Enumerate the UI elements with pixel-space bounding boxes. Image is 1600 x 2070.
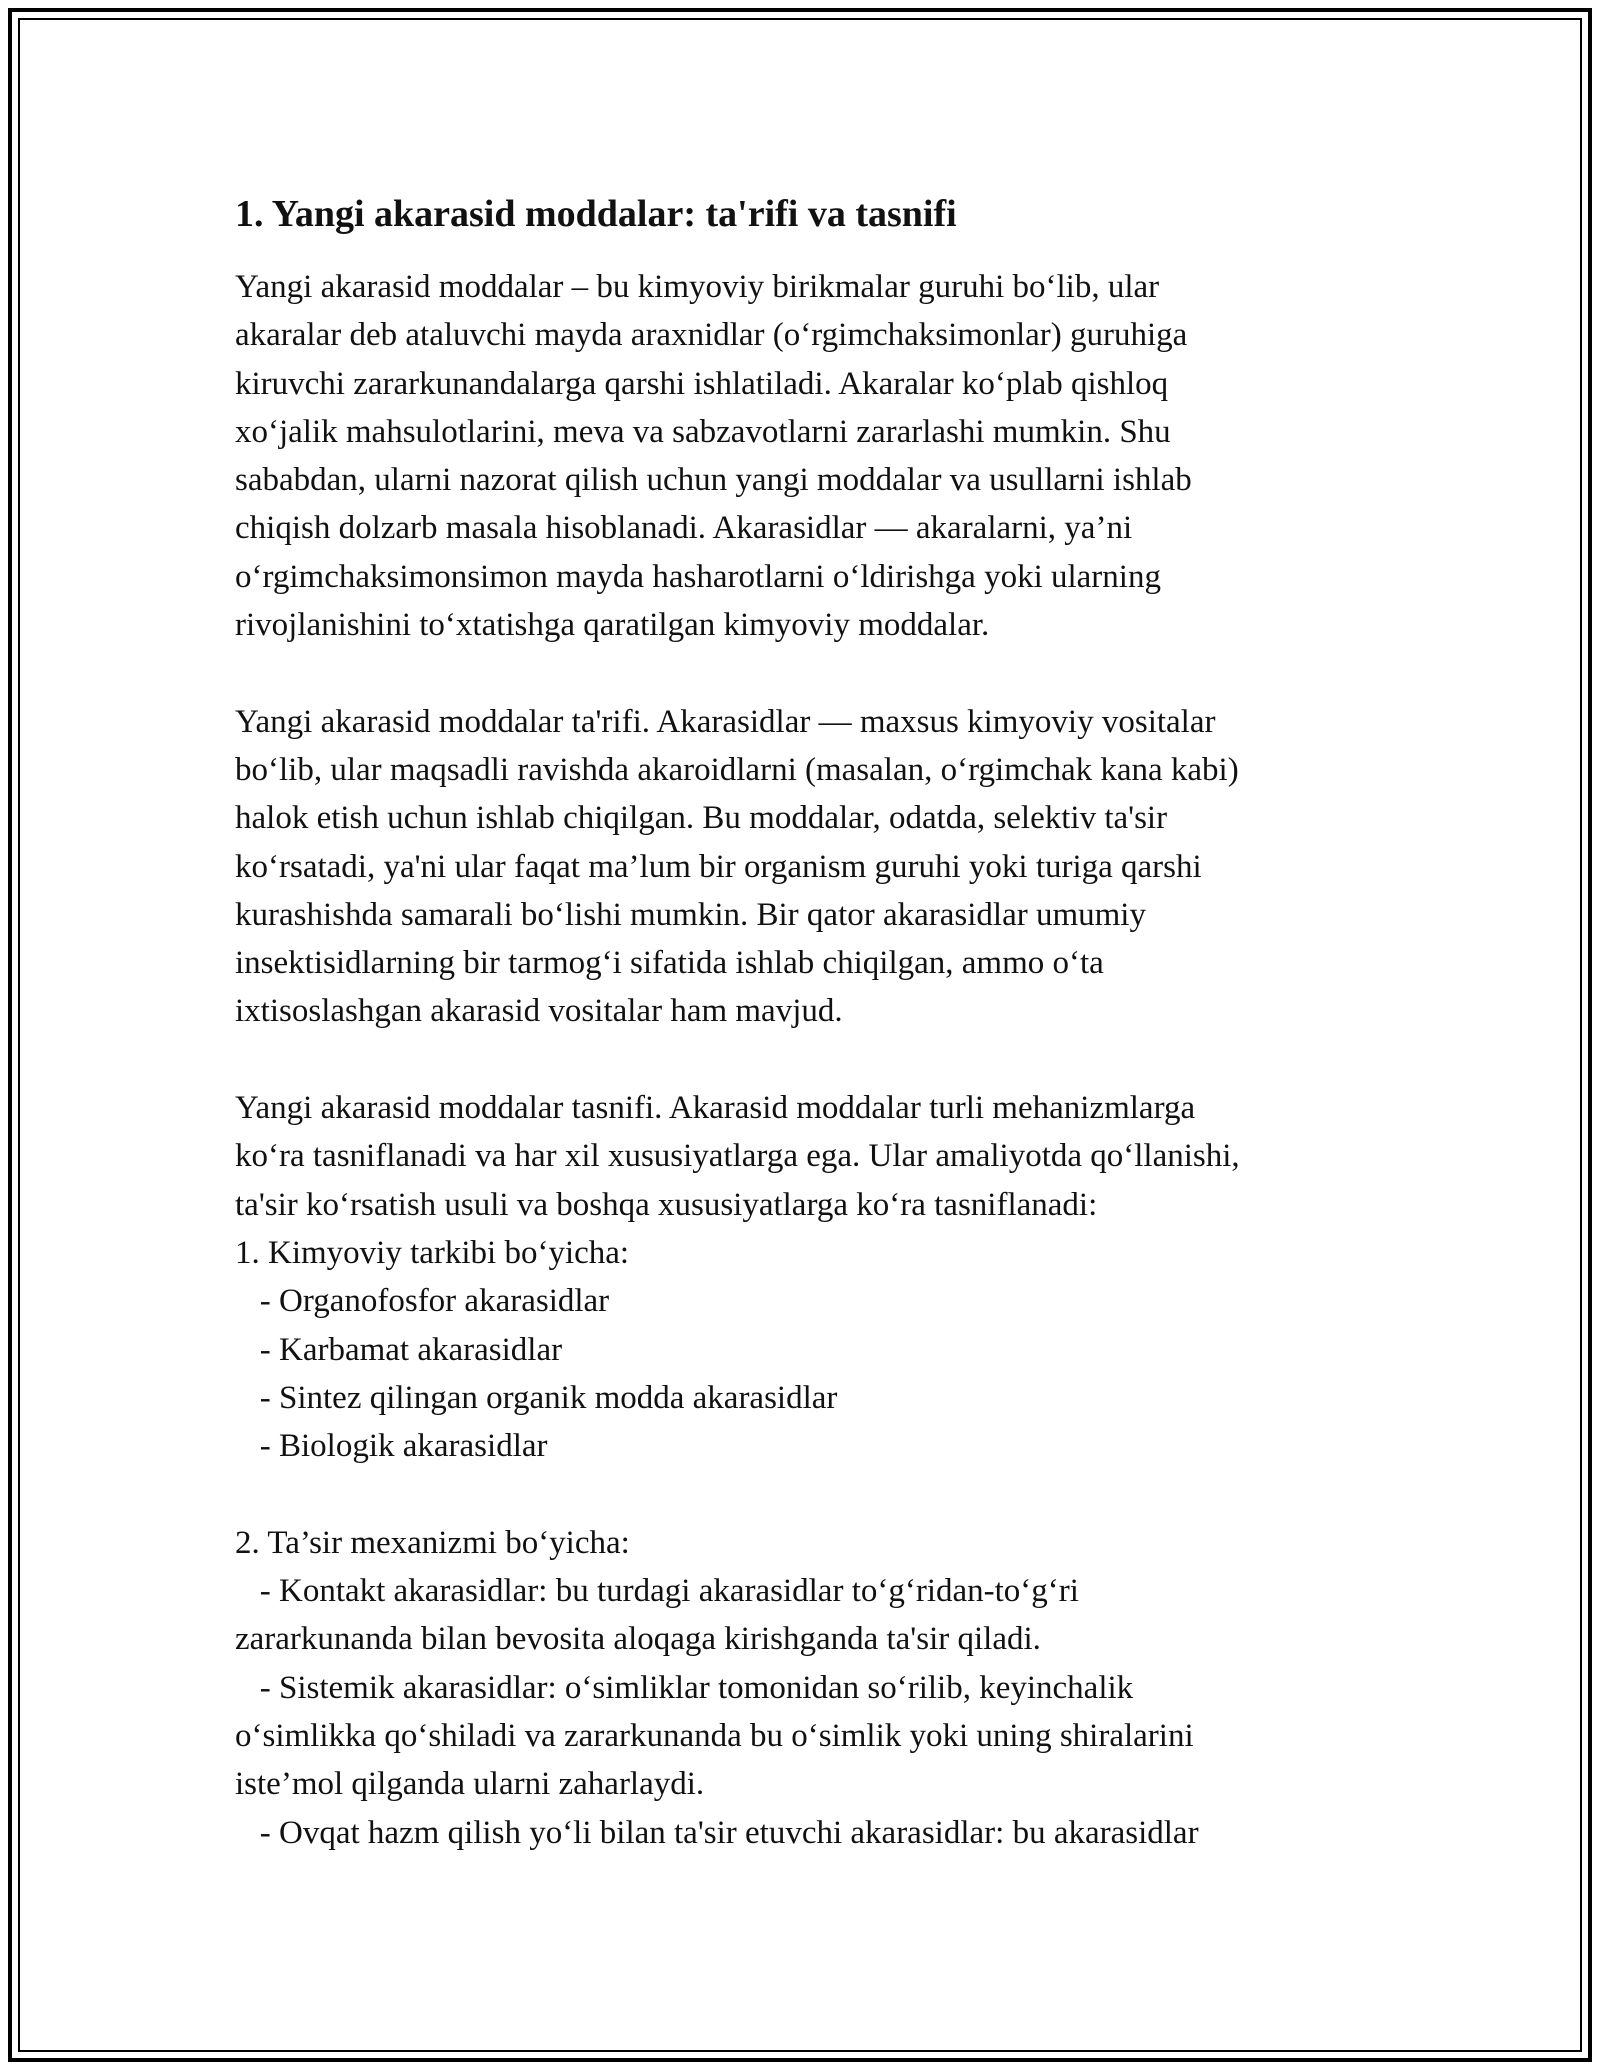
paragraph-mechanism	[235, 1519, 1375, 1857]
paragraph-spacer	[235, 1470, 1375, 1518]
paragraph-definition-intro	[235, 263, 1375, 649]
text-line: xo‘jalik mahsulotlarini, meva va sabzavotlarni zararlashi mumkin. Shu	[235, 413, 1171, 450]
paragraph-definition	[235, 698, 1375, 1036]
list-item: - Sintez qilingan organik modda akarasidlar	[235, 1379, 838, 1416]
text-line: Yangi akarasid moddalar – bu kimyoviy birikmalar guruhi bo‘lib, ular	[235, 269, 1160, 305]
text-line: o‘rgimchaksimonsimon mayda hasharotlarni o‘ldirishga yoki ularning	[235, 558, 1161, 595]
list-item: - Karbamat akarasidlar	[235, 1331, 563, 1368]
text-line: halok etish uchun ishlab chiqilgan. Bu moddalar, odatda, selektiv ta'sir	[235, 800, 1168, 837]
text-line: kiruvchi zararkunandalarga qarshi ishlatiladi. Akaralar ko‘plab qishloq	[235, 365, 1169, 402]
text-line: insektisidlarning bir tarmog‘i sifatida ishlab chiqilgan, ammo o‘ta	[235, 945, 1104, 982]
list-item: - Organofosfor akarasidlar	[235, 1283, 610, 1320]
text-line: sababdan, ularni nazorat qilish uchun yangi moddalar va usullarni ishlab	[235, 462, 1192, 499]
text-line: o‘simlikka qo‘shiladi va zararkunanda bu o‘simlik yoki uning shiralarini	[235, 1717, 1194, 1754]
list-item: - Kontakt akarasidlar: bu turdagi akarasidlar to‘g‘ridan-to‘g‘ri	[235, 1573, 1079, 1610]
list-heading: 2. Ta’sir mexanizmi bo‘yicha:	[235, 1524, 630, 1561]
list-heading: 1. Kimyoviy tarkibi bo‘yicha:	[235, 1234, 630, 1271]
list-item: - Ovqat hazm qilish yo‘li bilan ta'sir etuvchi akarasidlar: bu akarasidlar	[235, 1814, 1199, 1851]
text-line: ta'sir ko‘rsatish usuli va boshqa xususiyatlarga ko‘ra tasniflanadi:	[235, 1186, 1098, 1223]
paragraph-spacer	[235, 649, 1375, 697]
text-line: Yangi akarasid moddalar tasnifi. Akarasid moddalar turli mehanizmlarga	[235, 1090, 1196, 1127]
text-line: Yangi akarasid moddalar ta'rifi. Akarasidlar — maxsus kimyoviy vositalar	[235, 703, 1216, 740]
text-line: kurashishda samarali bo‘lishi mumkin. Bir qator akarasidlar umumiy	[235, 896, 1146, 933]
list-item: - Sistemik akarasidlar: o‘simliklar tomonidan so‘rilib, keyinchalik	[235, 1669, 1134, 1706]
text-line: akaralar deb ataluvchi mayda araxnidlar (o‘rgimchaksimonlar) guruhiga	[235, 317, 1188, 354]
text-line: ko‘rsatadi, ya'ni ular faqat ma’lum bir organism guruhi yoki turiga qarshi	[235, 848, 1202, 885]
text-line: ko‘ra tasniflanadi va har xil xususiyatlarga ega. Ular amaliyotda qo‘llanishi,	[235, 1138, 1240, 1175]
text-line: bo‘lib, ular maqsadli ravishda akaroidlarni (masalan, o‘rgimchak kana kabi)	[235, 751, 1239, 788]
text-line: chiqish dolzarb masala hisoblanadi. Akarasidlar — akaralarni, ya’ni	[235, 510, 1133, 547]
text-line: ixtisoslashgan akarasid vositalar ham mavjud.	[235, 993, 843, 1030]
heading-spacer	[235, 242, 1375, 263]
section-heading: 1. Yangi akarasid moddalar: ta'rifi va tasnifi	[235, 193, 957, 235]
paragraph-spacer	[235, 1036, 1375, 1084]
list-item: - Biologik akarasidlar	[235, 1428, 548, 1465]
text-line: zararkunanda bilan bevosita aloqaga kirishganda ta'sir qiladi.	[235, 1621, 1041, 1658]
text-line: iste’mol qilganda ularni zaharlaydi.	[235, 1766, 705, 1803]
paragraph-classification	[235, 1084, 1375, 1470]
text-line: rivojlanishini to‘xtatishga qaratilgan kimyoviy moddalar.	[235, 607, 990, 644]
document-body	[235, 186, 1375, 1857]
